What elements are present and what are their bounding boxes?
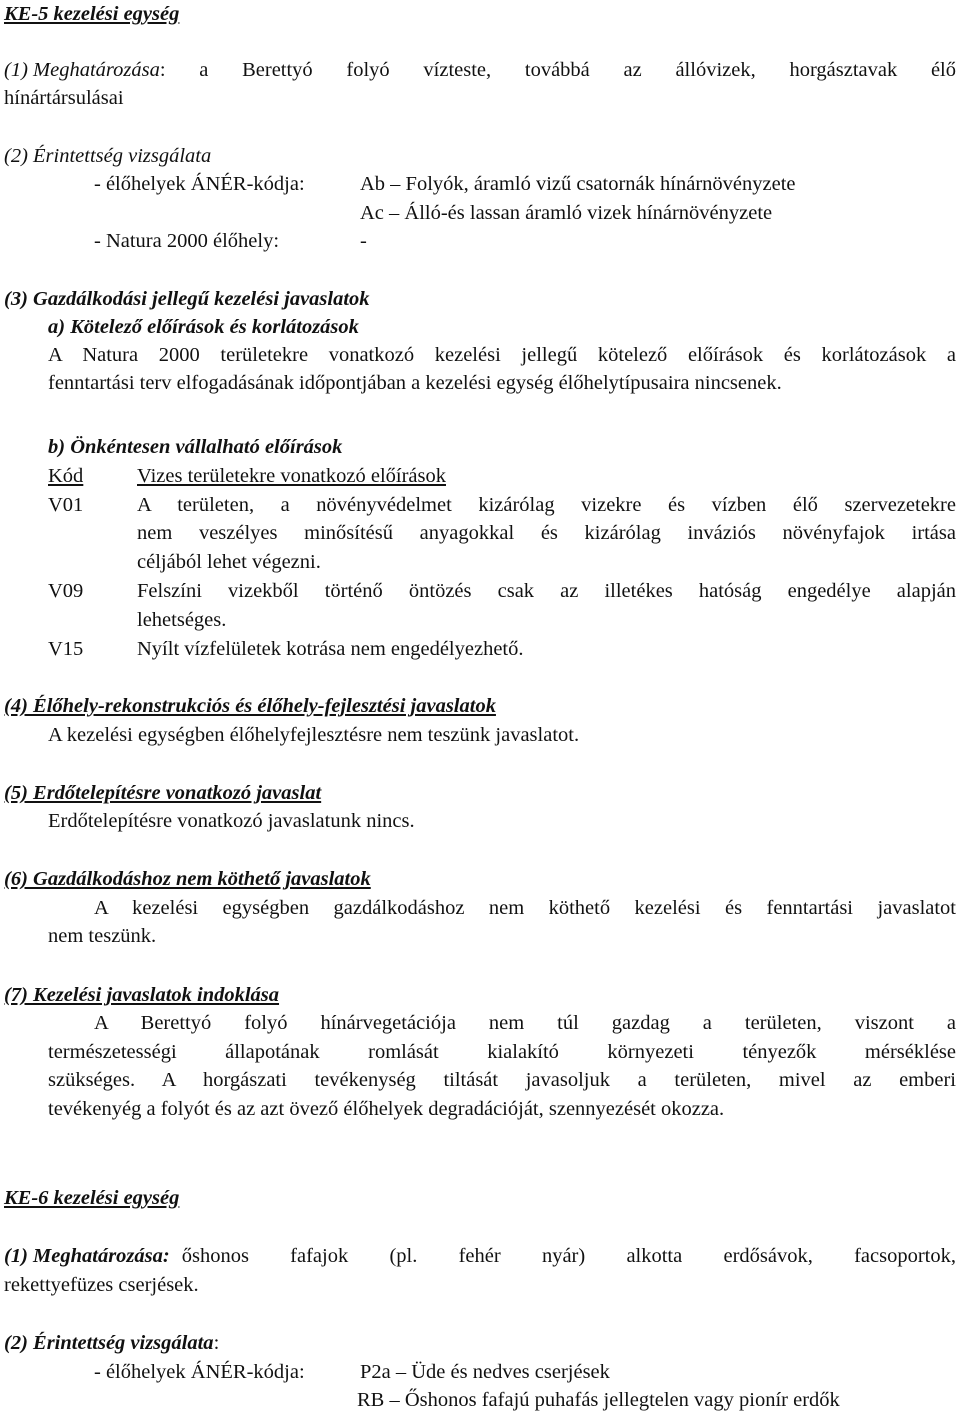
ke5-natura-value: - [360, 230, 367, 252]
ke5-rationale-text-4: tevékenyég a folyót és az azt övező élőhelyek degradációját, szennyezését okozza. [48, 1098, 725, 1120]
row-text-v01-1: A területen, a növényvédelmet kizárólag vizekre és vízben élő szervezetekre [137, 494, 956, 516]
ke6-definition-label: (1) Meghatározása: [4, 1245, 170, 1267]
ke6-definition-cont: rekettyefüzes cserjések. [4, 1274, 199, 1296]
row-code-v15: V15 [48, 638, 84, 660]
ke5-habitat-heading: (4) Élőhely-rekonstrukciós és élőhely-fejlesztési javaslatok [4, 695, 496, 717]
ke5-aner-code-1: Ab – Folyók, áramló vizű csatornák hínárnövényzete [360, 173, 796, 195]
ke5-title: KE-5 kezelési egység [4, 3, 180, 25]
ke5-rationale-text-1: A Berettyó folyó hínárvegetációja nem túl gazdag a területen, viszont a [94, 1012, 956, 1034]
ke5-forest-text: Erdőtelepítésre vonatkozó javaslatunk nincs. [48, 810, 415, 832]
ke5-definition-cont: hínártársulásai [4, 87, 124, 109]
ke5-mandatory-text-2: fenntartási terv elfogadásának időpontjában a kezelési egység élőhelytípusaira nincsenek. [48, 372, 782, 394]
row-text-v01-2: nem veszélyes minősítésű anyagokkal és kizárólag inváziós növényfajok irtása [137, 522, 956, 544]
ke5-definition [4, 56, 956, 84]
ke5-affected-heading: (2) Érintettség vizsgálata [4, 145, 212, 167]
ke5-management-heading: (3) Gazdálkodási jellegű kezelési javaslatok [4, 288, 370, 310]
ke5-aner-code-2: Ac – Álló-és lassan áramló vizek hínárnövényzete [360, 202, 773, 224]
ke5-forest-heading: (5) Erdőtelepítésre vonatkozó javaslat [4, 782, 322, 804]
row-text-v09-2: lehetséges. [137, 609, 227, 631]
ke6-aner-code-2: RB – Őshonos fafajú puhafás jellegtelen vagy pionír erdők [357, 1389, 840, 1411]
ke5-nonfarming-text-1: A kezelési egységben gazdálkodáshoz nem köthető kezelési és fenntartási javaslatot [94, 897, 956, 919]
ke5-nonfarming-text-2: nem teszünk. [48, 925, 157, 947]
ke5-natura-label: - Natura 2000 élőhely: [94, 230, 280, 252]
ke6-aner-label: - élőhelyek ÁNÉR-kódja: [94, 1361, 305, 1383]
ke5-mandatory-text-1: A Natura 2000 területekre vonatkozó kezelési jellegű kötelező előírások és korlátozások a [48, 344, 956, 366]
ke5-definition-text: : a Berettyó folyó víztestе, továbbá az állóvizek, horgásztavak élő [159, 59, 956, 81]
ke5-rationale-text-3: szükséges. A horgászati tevékenység tiltását javasoljuk a területen, mivel az emberi [48, 1069, 956, 1091]
ke6-affected-heading-wrap [4, 1329, 219, 1357]
row-text-v09-1: Felszíni vizekből történő öntözés csak az illetékes hatóság engedélye alapján [137, 580, 956, 602]
ke5-aner-label: - élőhelyek ÁNÉR-kódja: [94, 173, 305, 195]
ke5-voluntary-heading: b) Önkéntesen vállalható előírások [48, 436, 343, 458]
ke6-affected-heading-suffix: : [213, 1332, 220, 1354]
ke6-title: KE-6 kezelési egység [4, 1187, 180, 1209]
ke6-definition-text: őshonos fafajok (pl. fehér nyár) alkotta erdősávok, facsoportok, [181, 1245, 956, 1267]
row-code-v01: V01 [48, 494, 84, 516]
ke5-habitat-text: A kezelési egységben élőhelyfejlesztésre nem teszünk javaslatot. [48, 724, 580, 746]
ke6-definition [4, 1242, 956, 1270]
row-text-v15-1: Nyílt vízfelületek kotrása nem engedélyezhető. [137, 638, 524, 660]
ke5-mandatory-heading: a) Kötelező előírások és korlátozások [48, 316, 359, 338]
ke6-aner-code-1: P2a – Üde és nedves cserjések [360, 1361, 610, 1383]
table-header-text: Vizes területekre vonatkozó előírások [137, 465, 446, 487]
ke5-definition-label: (1) Meghatározása [4, 59, 160, 81]
ke5-nonfarming-heading: (6) Gazdálkodáshoz nem köthető javaslatok [4, 868, 371, 890]
row-text-v01-3: céljából lehet végezni. [137, 551, 321, 573]
row-code-v09: V09 [48, 580, 84, 602]
table-header-code: Kód [48, 465, 84, 487]
ke5-rationale-text-2: természetességi állapotának romlását kialakító környezeti tényezők mérséklése [48, 1041, 956, 1063]
ke5-rationale-heading: (7) Kezelési javaslatok indoklása [4, 984, 280, 1006]
ke6-affected-heading: (2) Érintettség vizsgálata [4, 1332, 214, 1354]
